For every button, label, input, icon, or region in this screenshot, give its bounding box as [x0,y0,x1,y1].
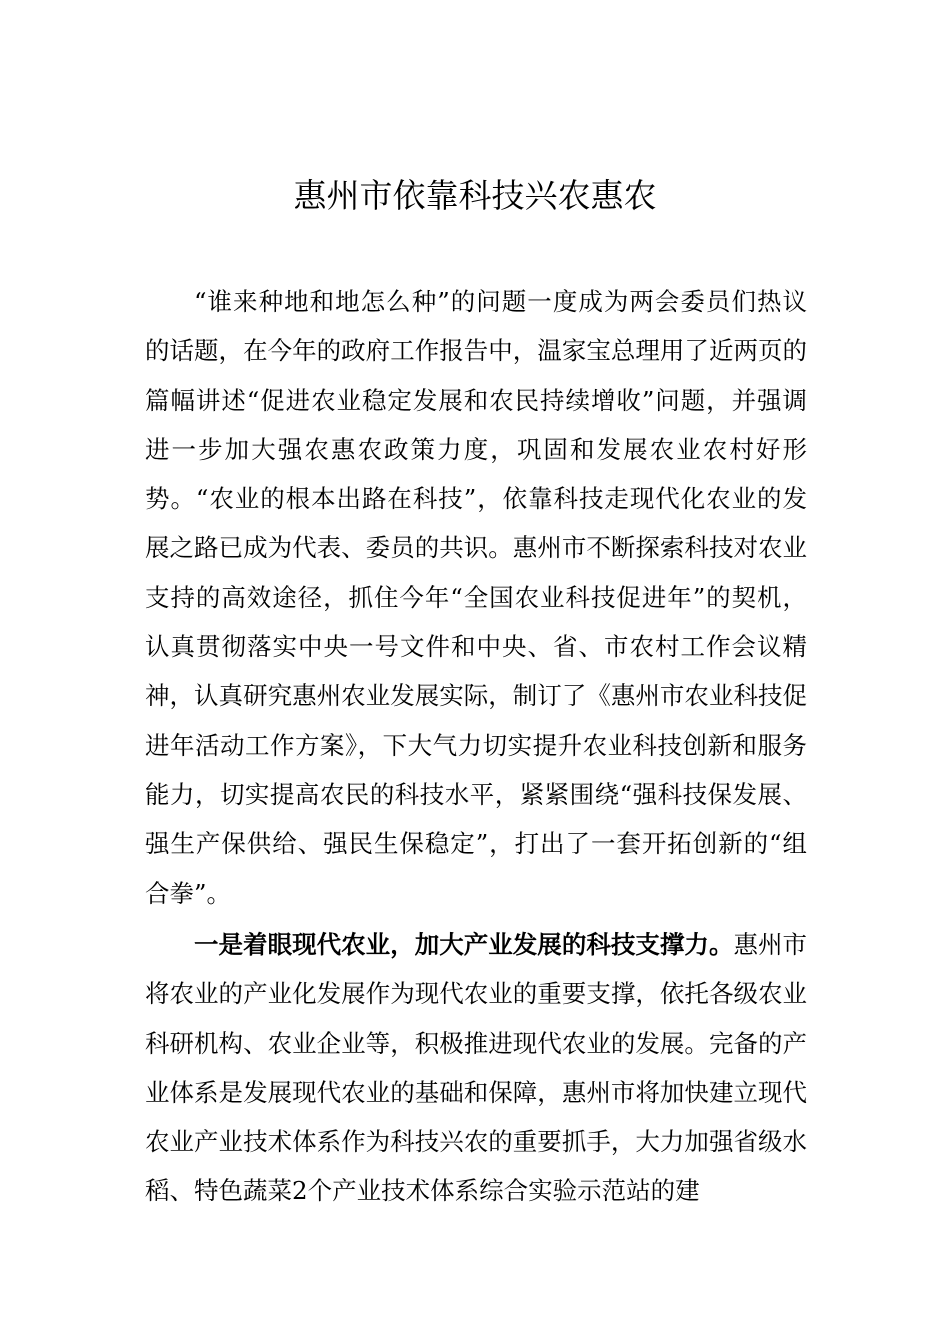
paragraph-intro [145,277,807,918]
paragraph-point-one [145,920,807,1216]
paragraph-intro-text: “谁来种地和地怎么种”的问题一度成为两会委员们热议的话题，在今年的政府工作报告中，温家宝总理用了近两页的篇幅讲述“促进农业稳定发展和农民持续增收”问题，并强调进一步加大强农惠农政策力度，巩固和发展农业农村好形势。“农业的根本出路在科技”，依靠科技走现代化农业的发展之路已成为代表、委员的共识。惠州市不断探索科技对农业支持的高效途径，抓住今年“全国农业科技促进年”的契机，认真贯彻落实中央一号文件和中央、省、市农村工作会议精神，认真研究惠州农业发展实际，制订了《惠州市农业科技促进年活动工作方案》，下大气力切实提升农业科技创新和服务能力，切实提高农民的科技水平，紧紧围绕“强科技保发展、强生产保供给、强民生保稳定”，打出了一套开拓创新的“组合拳”。 [145,287,807,908]
document-title: 惠州市依靠科技兴农惠农 [293,176,657,215]
paragraph-point-one-text: 惠州市将农业的产业化发展作为现代农业的重要支撑，依托各级农业科研机构、农业企业等，积极推进现代农业的发展。完备的产业体系是发展现代农业的基础和保障，惠州市将加快建立现代农业产业技术体系作为科技兴农的重要抓手，大力加强省级水稻、特色蔬菜2个产业技术体系综合实验示范站的建 [145,930,808,1206]
paragraph-point-one-lead: 一是着眼现代农业，加大产业发展的科技支撑力。 [194,930,734,959]
